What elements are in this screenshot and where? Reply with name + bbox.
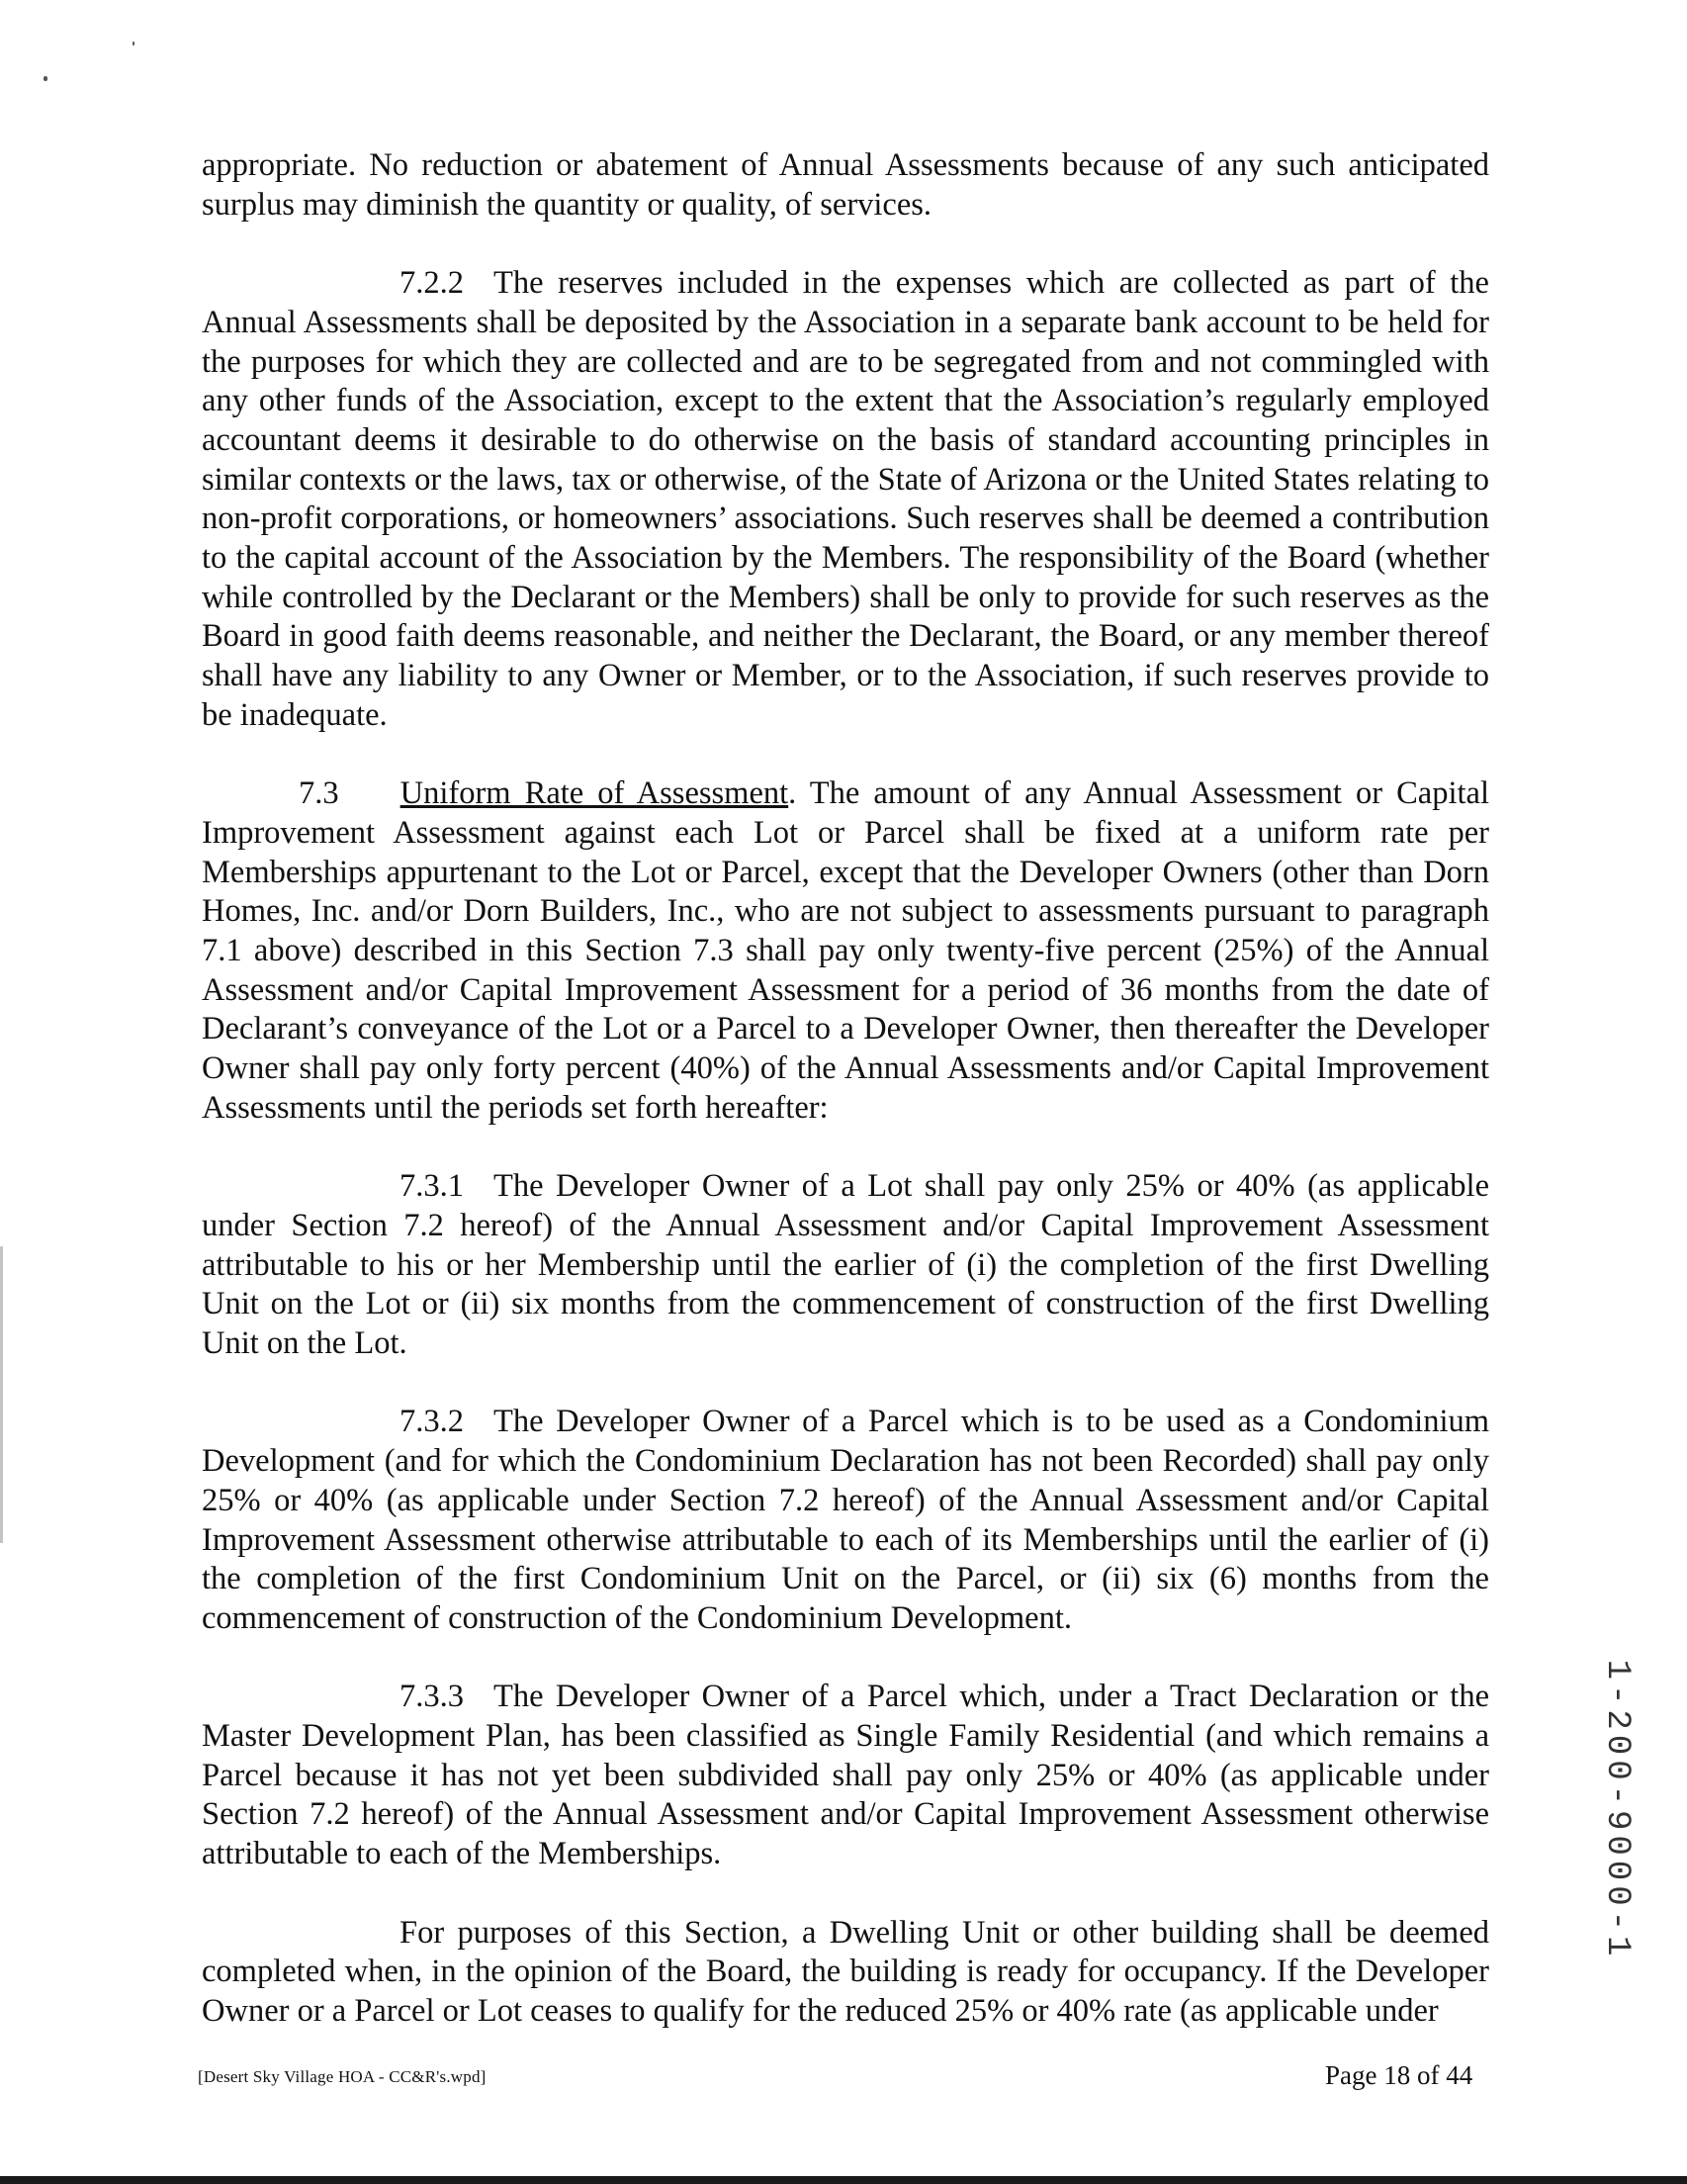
paragraph-continuation (202, 146, 1489, 225)
scan-bottom-edge (0, 2176, 1687, 2184)
paragraph-7-3-3 (202, 1678, 1489, 1874)
recording-stamp-number: 1-200-9000-1 (1598, 1659, 1636, 1961)
paragraph-7-3-1 (202, 1167, 1489, 1364)
footer-document-name: [Desert Sky Village HOA - CC&R's.wpd] (198, 2067, 487, 2086)
scan-edge-mark (0, 1246, 3, 1543)
section-number: 7.3.1 (400, 1168, 464, 1205)
paragraph-text: The Developer Owner of a Parcel which is to be used as a Condominium Development (and for which the Condominium Declaration has not been Recorded) shall pay only 25% or 40% (as applicable under Section 7.2 hereof) of the Annual Assessment and/or Capital Improvement Assessment otherwise attributable to each of its Memberships until the earlier of (i) the completion of the first Condominium Unit on the Parcel, or (ii) six (6) months from the commencement of construction of the Condominium Development. (202, 1404, 1489, 1636)
recording-stamp (1597, 1602, 1637, 2018)
paragraph-text: For purposes of this Section, a Dwelling Unit or other building shall be deemed completed when, in the opinion of the Board, the building is ready for occupancy. If the Developer Owner or a Parcel or Lot ceases to qualify for the reduced 25% or 40% rate (as applicable under (202, 1914, 1489, 2029)
document-body (202, 146, 1489, 2070)
section-number: 7.3.2 (400, 1404, 464, 1440)
section-number: 7.3 (299, 775, 339, 812)
scan-speck (133, 42, 134, 46)
footer-page-number: Page 18 of 44 (1325, 2060, 1473, 2090)
scan-speck (44, 76, 47, 81)
paragraph-7-3 (202, 774, 1489, 1128)
paragraph-text: . The amount of any Annual Assessment or Capital Improvement Assessment against each Lot or Parcel shall be fixed at a uniform rate per Memberships appurtenant to the Lot or Parcel, except that the Developer Owners (other than Dorn Homes, Inc. and/or Dorn Builders, Inc., who are not subject to assessments pursuant to paragraph 7.1 above) described in this Section 7.3 shall pay only twenty-five percent (25%) of the Annual Assessment and/or Capital Improvement Assessment for a period of 36 months from the date of Declarant’s conveyance of the Lot or a Parcel to a Developer Owner, then thereafter the Developer Owner shall pay only forty percent (40%) of the Annual Assessments and/or Capital Improvement Assessments until the periods set forth hereafter: (202, 775, 1489, 1126)
paragraph-text: The Developer Owner of a Parcel which, under a Tract Declaration or the Master Development Plan, has been classified as Single Family Residential (and which remains a Parcel because it has not yet been subdivided shall pay only 25% or 40% (as applicable under Section 7.2 hereof) of the Annual Assessment and/or Capital Improvement Assessment otherwise attributable to each of the Memberships. (202, 1679, 1489, 1872)
paragraph-final (202, 1914, 1489, 2032)
paragraph-text: The reserves included in the expenses which are collected as part of the Annual Assessments shall be deposited by the Association in a separate bank account to be held for the purposes for which they are collected and are to be segregated from and not commingled with any other funds of the Association, except to the extent that the Association’s regularly employed accountant deems it desirable to do otherwise on the basis of standard accounting principles in similar contexts or the laws, tax or otherwise, of the State of Arizona or the United States relating to non-profit corporations, or homeowners’ associations. Such reserves shall be deemed a contribution to the capital account of the Association by the Members. The responsibility of the Board (whether while controlled by the Declarant or the Members) shall be only to provide for such reserves as the Board in good faith deems reasonable, and neither the Declarant, the Board, or any member thereof shall have any liability to any Owner or Member, or to the Association, if such reserves provide to be inadequate. (202, 265, 1489, 733)
paragraph-text: The Developer Owner of a Lot shall pay only 25% or 40% (as applicable under Section 7.2 hereof) of the Annual Assessment and/or Capital Improvement Assessment attributable to his or her Membership until the earlier of (i) the completion of the first Dwelling Unit on the Lot or (ii) six months from the commencement of construction of the first Dwelling Unit on the Lot. (202, 1168, 1489, 1362)
paragraph-text: appropriate. No reduction or abatement of Annual Assessments because of any such anticipated surplus may diminish the quantity or quality, of services. (202, 147, 1489, 223)
paragraph-7-3-2 (202, 1403, 1489, 1638)
paragraph-7-2-2 (202, 264, 1489, 735)
section-number: 7.2.2 (400, 265, 464, 302)
section-number: 7.3.3 (400, 1679, 464, 1715)
section-heading: Uniform Rate of Assessment (400, 775, 789, 812)
